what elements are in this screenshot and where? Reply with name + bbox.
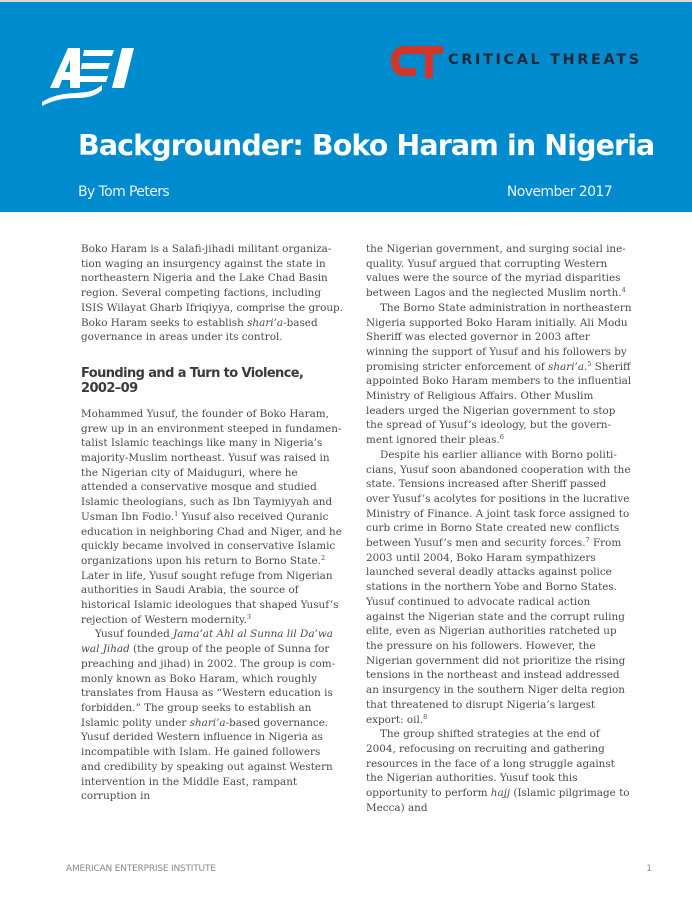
- body-paragraph: the Nigerian government, and surging social inequality. Yusuf argued that corrupting Western values were the source of the myriad disparities between Lagos and the neglected Muslim north.$^4$: [366, 243, 626, 300]
- header-banner: [0, 2, 692, 212]
- aei-logo-icon: [40, 44, 165, 106]
- section-heading: Founding and a Turn to Violence, 2002–09: [81, 365, 304, 396]
- ct-logo-text: CRITICAL THREATS: [448, 52, 642, 68]
- body-paragraph: Yusuf founded Jama’at Ahl al Sunna lil Da’wa wal Jihad (the group of the people of Sunna for preaching and jihad) in 2002. The group is commonly known as Boko Haram, which roughly translates from Hausa as “Western education is forbidden.” The group seeks to establish an Islamic polity under shari’a-based governance. Yusuf derided Western influence in Nigeria as incompatible with Islam. He gained followers and credibility by speaking out against Western intervention in the Middle East, rampant corruption in: [81, 628, 336, 803]
- footnote-ref[interactable]: 7: [585, 536, 590, 545]
- author-byline: By Tom Peters: [78, 184, 170, 200]
- page-title: Backgrounder: Boko Haram in Nigeria: [78, 129, 655, 162]
- right-column: [366, 242, 632, 815]
- critical-threats-logo: [390, 44, 640, 80]
- footnote-ref[interactable]: 3: [246, 612, 252, 621]
- body-paragraph: Mohammed Yusuf, the founder of Boko Haram, grew up in an environment steeped in fundamentalist Islamic teachings like many in Nigeria’s majority-Muslim northeast. Yusuf was raised in the Nigerian city of Maiduguri, where he attended a conservative mosque and studied Islamic theologians, such as Ibn Taymiyyah and Usman Ibn Fodio.$^1$ Yusuf also received Quranic education in neighboring Chad and Niger, and he quickly became involved in conservative Islamic organizations upon his return to Borno State.$^2$ Later in life, Yusuf sought refuge from Nigerian authorities in Saudi Arabia, the source of historical Islamic ideologues that shaped Yusuf’s rejection of Western modernity.$^3$: [81, 407, 342, 626]
- footnote-ref[interactable]: 2: [320, 553, 326, 562]
- page-number: 1: [646, 864, 652, 874]
- ct-mark-icon: [390, 44, 444, 78]
- footnote-ref[interactable]: 1: [174, 509, 179, 518]
- body-paragraph: The Borno State administration in northeastern Nigeria supported Boko Haram initially. Ali Modu Sheriff was elected governor in 2003 after winning the support of Yusuf and his followers by promising stricter enforcement of shari’a.$^5$ Sheriff appointed Boko Haram members to the influential Ministry of Religious Affairs. Other Muslim leaders urged the Nigerian government to stop the spread of Yusuf’s ideology, but the government ignored their pleas.$^6$: [366, 301, 632, 447]
- footer-publisher: AMERICAN ENTERPRISE INSTITUTE: [66, 864, 216, 874]
- footnote-ref[interactable]: 4: [621, 286, 626, 295]
- body-paragraph: Despite his earlier alliance with Borno politicians, Yusuf soon abandoned cooperation with the state. Tensions increased after Sheriff passed over Yusuf’s acolytes for positions in the lucrative Ministry of Finance. A joint task force assigned to curb crime in Borno State created new conflicts between Yusuf’s men and security forces.$^7$ From 2003 until 2004, Boko Haram sympathizers launched several deadly attacks against police stations in the northern Yobe and Borno States. Yusuf continued to advocate radical action against the Nigerian state and the corrupt ruling elite, even as Nigerian authorities ratcheted up the pressure on his followers. However, the Nigerian government did not prioritize the rising tensions in the northeast and instead addressed an insurgency in the southern Niger delta region that threatened to disrupt Nigeria’s largest export: oil.$^8$: [366, 448, 631, 726]
- left-column: [81, 242, 343, 804]
- footnote-ref[interactable]: 6: [499, 433, 504, 442]
- footnote-ref[interactable]: 8: [423, 712, 428, 721]
- body-paragraph: The group shifted strategies at the end of 2004, refocusing on recruiting and gathering resources in the face of a long struggle against the Nigerian authorities. Yusuf took this opportunity to perform hajj (Islamic pilgrimage to Mecca) and: [366, 728, 630, 814]
- intro-paragraph: Boko Haram is a Salafi-jihadi militant organization waging an insurgency against the state in northeastern Nigeria and the Lake Chad Basin region. Several competing factions, including ISIS Wilayat Gharb Ifriqiyya, comprise the group. Boko Haram seeks to establish shari’a-based governance in areas under its control.: [81, 243, 343, 344]
- footnote-ref[interactable]: 5: [587, 359, 592, 368]
- publication-date: November 2017: [506, 184, 612, 200]
